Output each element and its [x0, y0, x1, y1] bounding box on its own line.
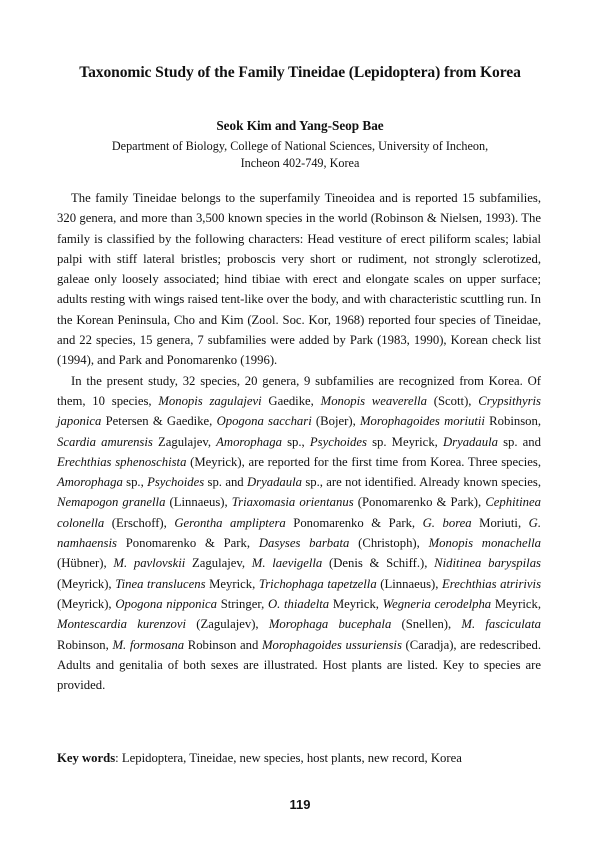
species-name: Monopis weaverella [320, 393, 427, 408]
affiliation [40, 138, 560, 172]
species-name: Morophaga bucephala [268, 617, 392, 632]
text-run: Petersen & Gaedike, [101, 414, 217, 429]
species-name: Amorophaga [216, 434, 282, 449]
species-name: Gerontha ampliptera [174, 515, 286, 530]
text-run: (Denis & Schiff.), [322, 556, 435, 571]
species-name: Amorophaga [57, 475, 123, 490]
text-run: sp. and [204, 475, 247, 490]
authors: Seok Kim and Yang-Seop Bae [216, 118, 384, 133]
species-name: Nemapogon granella [57, 495, 166, 510]
abstract-paragraph-1 [57, 188, 541, 371]
text-run: (Caradja), are redescribed. Adults and genitalia of both sexes are illustrated. Host plants are listed. Key to species are provided. [57, 637, 541, 693]
species-name: M. fasciculata [461, 617, 542, 632]
text-run: sp. Meyrick, [366, 434, 443, 449]
text-run: (Hübner), [57, 556, 114, 571]
text-run: sp., [122, 475, 148, 490]
species-name: Triaxomasia orientanus [231, 495, 354, 510]
text-run: sp. and [497, 434, 541, 449]
text-run: (Christoph), [349, 536, 429, 551]
text-run: sp., [281, 434, 310, 449]
text-run: (Zagulajev), [186, 617, 269, 632]
species-name: Morophagoides ussuriensis [261, 637, 402, 652]
text-run: Zagulajev, [185, 556, 252, 571]
text-run: Moriuti, [471, 515, 529, 530]
text-run: Zagulajev, [152, 434, 217, 449]
species-name: G. borea [422, 515, 472, 530]
text-run: (Meyrick), [57, 576, 116, 591]
text-run: (Scott), [427, 393, 479, 408]
species-name: Dryadaula [247, 475, 302, 490]
species-name: O. thiadelta [267, 596, 330, 611]
species-name: Erechthias sphenoschista [57, 454, 187, 469]
paper-title: Taxonomic Study of the Family Tineidae (Lepidoptera) from Korea [79, 64, 521, 81]
species-name: Psychoides [309, 434, 367, 449]
keywords [57, 751, 541, 766]
page-number: 119 [289, 797, 311, 812]
species-name: Monopis monachella [428, 536, 541, 551]
species-name: Monopis zagulajevi [158, 393, 262, 408]
species-name: M. formosana [112, 637, 185, 652]
abstract-paragraph-2 [57, 371, 541, 696]
text-run: (Bojer), [311, 414, 360, 429]
text-run: (Linnaeus), [165, 495, 232, 510]
species-name: Psychoides [147, 475, 205, 490]
text-run: (Erschoff), [104, 515, 175, 530]
text-run: (Ponomarenko & Park), [353, 495, 486, 510]
species-name: Wegneria cerodelpha [382, 596, 492, 611]
text-run: Robinson, [57, 637, 113, 652]
text-run: (Meyrick), [57, 596, 116, 611]
species-name: Morophagoides moriutii [359, 414, 485, 429]
species-name: Opogona sacchari [216, 414, 312, 429]
species-name: Cephitinea colonella [57, 495, 541, 530]
text-run: (Linnaeus), [376, 576, 443, 591]
species-name: Scardia amurensis [57, 434, 153, 449]
species-name: Niditinea baryspilas [434, 556, 541, 571]
species-name: Dryadaula [442, 434, 498, 449]
keywords-label: Key words [57, 751, 116, 765]
text-run: Meyrick, [491, 596, 541, 611]
species-name: Montescardia kurenzovi [57, 617, 187, 632]
species-name: Erechthias atririvis [442, 576, 542, 591]
species-name: Opogona nipponica [115, 596, 217, 611]
keywords-text: : Lepidoptera, Tineidae, new species, host plants, new record, Korea [115, 751, 462, 765]
species-name: Tinea translucens [115, 576, 206, 591]
text-run: Robinson and [184, 637, 262, 652]
text-run: The family Tineidae belongs to the superfamily Tineoidea and is reported 15 subfamilies, 320 genera, and more than 3,500 known species in the world (Robinson & Nielsen, 1993). The family is classified by the following characters: Head vestiture of erect piliform scales; labial palpi with stiff lateral bristles; proboscis very short or rudiment, not strongly sclerotized, galeae only loosely associated; hind tibiae with erect and elongate scales on upper surface; adults resting with wings raised tent-like over the body, and with characteristic scuttling run. In the Korean Peninsula, Cho and Kim (Zool. Soc. Kor, 1968) reported four species of Tineidae, and 22 species, 15 genera, 7 subfamilies were added by Park (1983, 1990), Korean check list (1994), and Park and Ponomarenko (1996). [57, 191, 541, 368]
species-name: G. namhaensis [57, 515, 541, 551]
species-name: Trichophaga tapetzella [258, 576, 377, 591]
text-run: Robinson, [484, 414, 541, 429]
species-name: M. pavlovskii [113, 556, 186, 571]
abstract [57, 188, 541, 695]
text-run: sp., are not identified. Already known species, [301, 475, 542, 490]
text-run: (Meyrick), are reported for the first time from Korea. Three species, [186, 454, 542, 469]
text-run: Ponomarenko & Park, [116, 536, 259, 551]
text-run: (Snellen), [391, 617, 462, 632]
text-run: Meyrick, [329, 596, 383, 611]
text-run: Ponomarenko & Park, [285, 515, 423, 530]
species-name: M. laevigella [251, 556, 323, 571]
text-run: Gaedike, [261, 393, 321, 408]
affiliation-line-1: Department of Biology, College of National Sciences, University of Incheon, [111, 139, 489, 153]
text-run: Stringer, [217, 596, 268, 611]
species-name: Crypsithyris japonica [57, 393, 541, 429]
affiliation-line-2: Incheon 402-749, Korea [240, 156, 360, 170]
text-run: Meyrick, [205, 576, 259, 591]
species-name: Dasyses barbata [258, 536, 350, 551]
text-run: In the present study, 32 species, 20 genera, 9 subfamilies are recognized from Korea. Of them, 10 species, [57, 373, 541, 408]
